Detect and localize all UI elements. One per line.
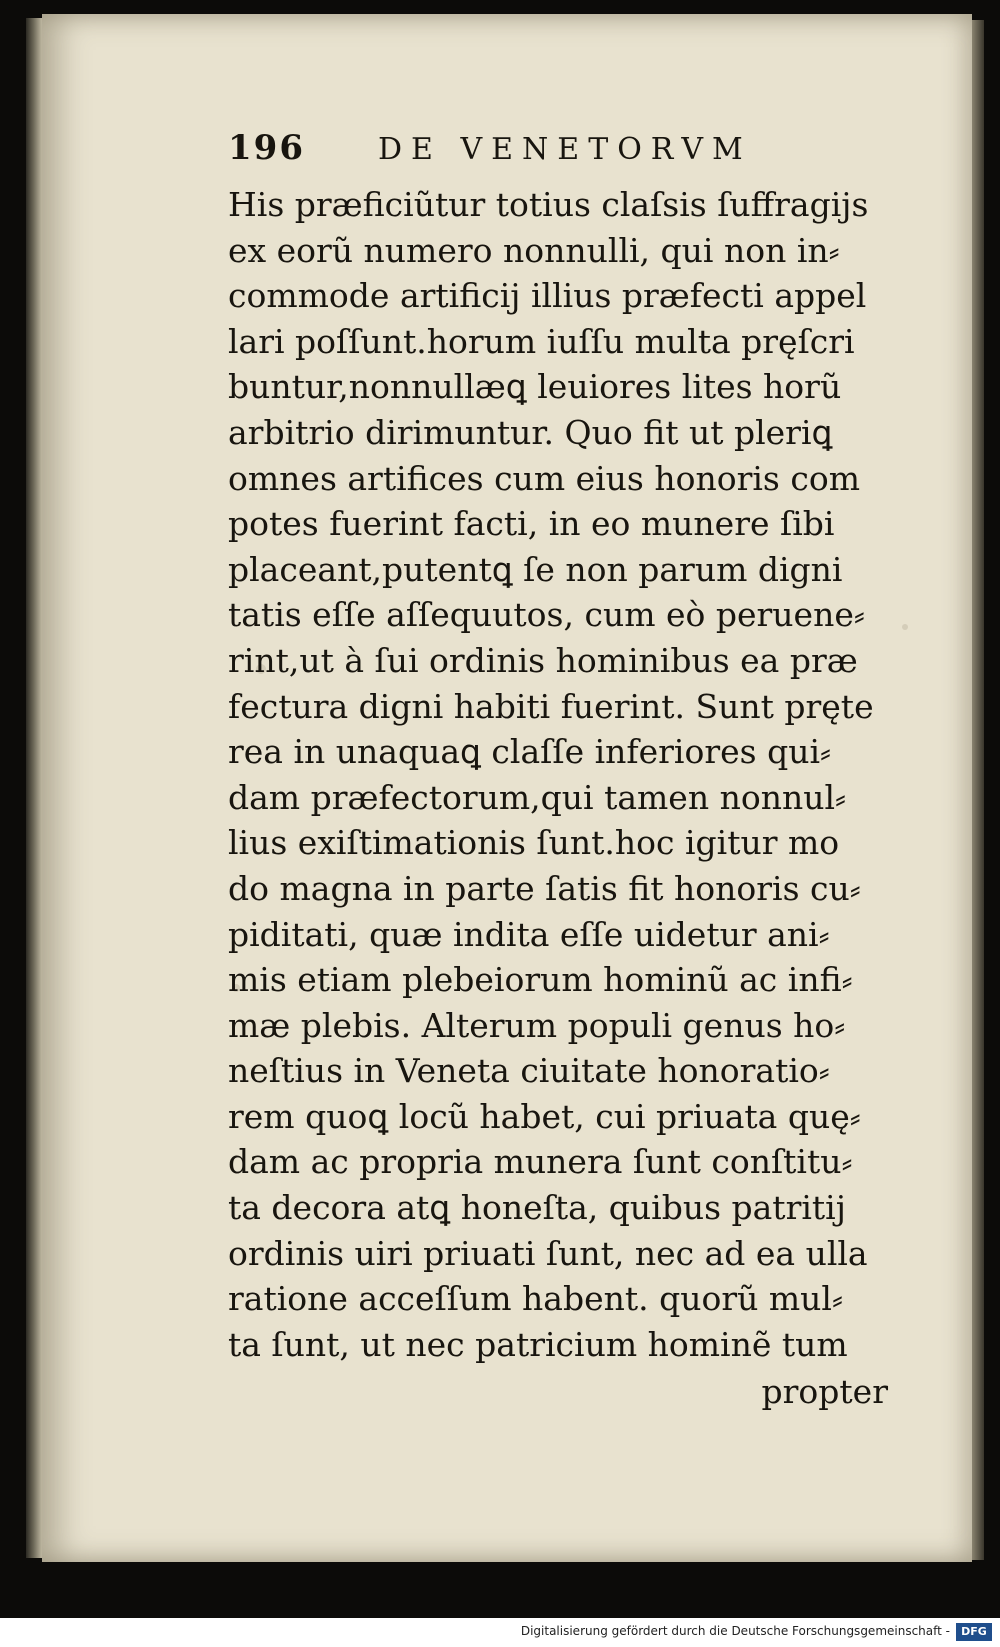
- text-line: dam præfectorum,qui tamen nonnul⸗: [228, 777, 847, 817]
- text-line: neſtius in Veneta ciuitate honoratio⸗: [228, 1051, 830, 1091]
- text-line: ta ſunt, ut nec patricium hominẽ tum: [228, 1324, 848, 1364]
- text-line: buntur,nonnullæꝗ leuiores lites horũ: [228, 367, 842, 407]
- text-line: lari poſſunt.horum iuſſu multa pręſcri: [228, 321, 855, 361]
- text-line: rem quoꝗ locũ habet, cui priuata quę⸗: [228, 1096, 861, 1136]
- text-line: arbitrio dirimuntur. Quo fit ut pleriꝗ: [228, 412, 833, 452]
- page-number: 196: [228, 128, 305, 168]
- text-line: rea in unaquaꝗ claſſe inferiores qui⸗: [228, 732, 831, 772]
- text-line: rint,ut à ſui ordinis hominibus ea præ: [228, 640, 858, 680]
- text-line: omnes artifices cum eius honoris com: [228, 458, 860, 498]
- text-line: placeant,putentꝗ ſe non parum digni: [228, 549, 843, 589]
- text-line: ta decora atꝗ honeſta, quibus patritij: [228, 1188, 846, 1228]
- text-line: commode artificij illius præfecti appel: [228, 276, 867, 316]
- text-line: tatis eſſe aſſequutos, cum eò peruene⸗: [228, 595, 865, 635]
- text-line: ordinis uiri priuati ſunt, nec ad ea ulla: [228, 1233, 868, 1273]
- text-line: mis etiam plebeiorum hominũ ac infi⸗: [228, 960, 853, 1000]
- page-text: [228, 128, 898, 1417]
- catchword: propter: [761, 1372, 888, 1412]
- text-line: mæ plebis. Alterum populi genus ho⸗: [228, 1005, 846, 1045]
- running-head: DE VENETORVM: [378, 132, 752, 167]
- text-line: ex eorũ numero nonnulli, qui non in⸗: [228, 230, 840, 270]
- text-line: His præficiũtur totius claſsis ſuffragijs: [228, 185, 869, 224]
- text-line: ratione acceſſum habent. quorũ mul⸗: [228, 1279, 843, 1319]
- text-line: fectura digni habiti fuerint. Sunt pręte: [228, 686, 874, 726]
- text-line: do magna in parte ſatis fit honoris cu⸗: [228, 868, 861, 908]
- funding-notice: Digitalisierung gefördert durch die Deutsche Forschungsgemeinschaft -: [520, 1624, 950, 1638]
- footer-bar: [0, 1618, 1000, 1647]
- dfg-logo[interactable]: DFG: [956, 1623, 992, 1641]
- text-line: potes fuerint facti, in eo munere ſibi: [228, 504, 835, 544]
- text-line: lius exiſtimationis ſunt.hoc igitur mo: [228, 823, 840, 863]
- paper-stain: [902, 624, 908, 630]
- text-line: dam ac propria munera ſunt conſtitu⸗: [228, 1142, 853, 1182]
- text-line: piditati, quæ indita eſſe uidetur ani⸗: [228, 914, 830, 954]
- page-header: [228, 128, 898, 182]
